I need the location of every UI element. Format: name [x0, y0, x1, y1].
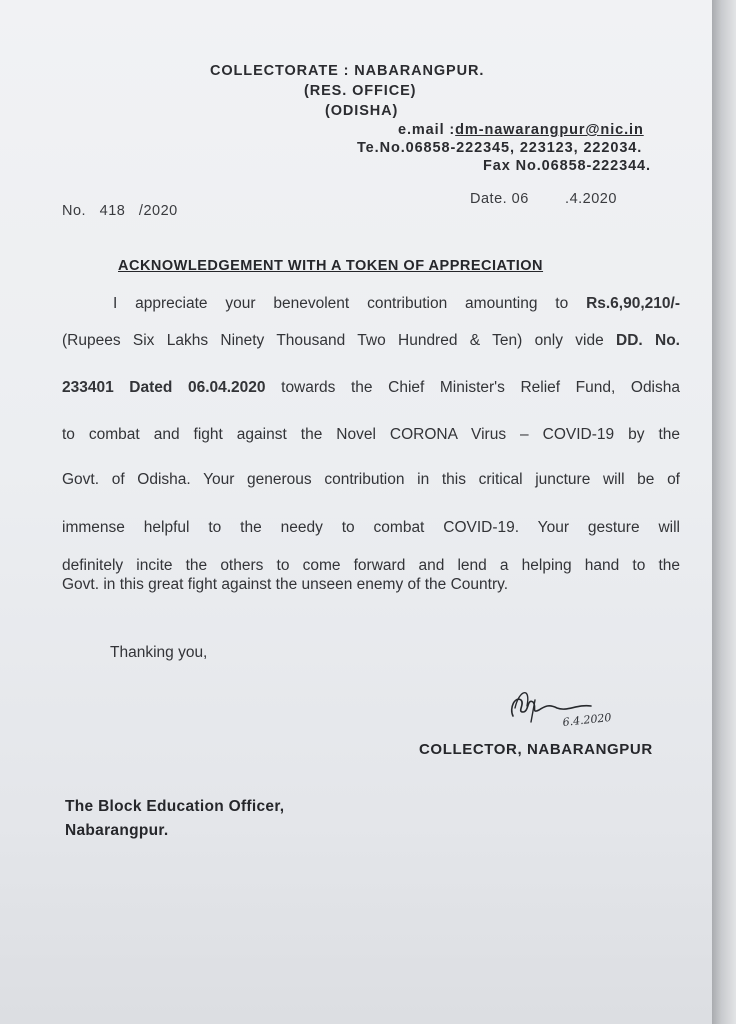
- closing-text: Thanking you,: [110, 644, 208, 661]
- body-line-1: [113, 295, 680, 313]
- body-line-3: [62, 379, 680, 397]
- letterhead-office: COLLECTORATE : NABARANGPUR.: [210, 63, 485, 79]
- body-line-4: to combat and fight against the Novel CORONA Virus – COVID-19 by the: [62, 426, 680, 443]
- letter-date: Date. 06 .4.2020: [470, 191, 617, 207]
- body-text: towards the Chief Minister's Relief Fund, Odisha: [265, 379, 680, 396]
- signature-image: [505, 682, 645, 730]
- letter-number: No. 418 /2020: [62, 203, 178, 219]
- dd-number-date: 233401 Dated 06.04.2020: [62, 379, 266, 396]
- letterhead-phone: Te.No.06858-222345, 223123, 222034.: [357, 140, 643, 156]
- body-line-6: immense helpful to the needy to combat COVID-19. Your gesture will: [62, 519, 680, 536]
- letterhead-state: (ODISHA): [325, 103, 399, 119]
- body-line-8: Govt. in this great fight against the unseen enemy of the Country.: [62, 576, 509, 593]
- body-text: I appreciate your benevolent contribution amounting to: [113, 295, 587, 312]
- letterhead-fax: Fax No.06858-222344.: [483, 158, 651, 174]
- dd-label: DD. No.: [616, 332, 680, 349]
- email-address[interactable]: dm-nawarangpur@nic.in: [455, 122, 644, 138]
- addressee-line-1: The Block Education Officer,: [65, 798, 285, 815]
- letterhead-section: (RES. OFFICE): [304, 83, 417, 99]
- letterhead-email-line: [398, 122, 644, 138]
- body-line-5: Govt. of Odisha. Your generous contribution in this critical juncture will be of: [62, 471, 680, 488]
- body-line-2: [62, 332, 680, 350]
- body-line-7: definitely incite the others to come forward and lend a helping hand to the: [62, 557, 680, 574]
- letter-heading: ACKNOWLEDGEMENT WITH A TOKEN OF APPRECIATION: [118, 258, 544, 274]
- signatory-designation: COLLECTOR, NABARANGPUR: [419, 741, 653, 758]
- body-text: (Rupees Six Lakhs Ninety Thousand Two Hundred & Ten) only vide: [62, 332, 617, 349]
- contribution-amount: Rs.6,90,210/-: [586, 295, 680, 312]
- handwritten-date: 6.4.2020: [561, 710, 613, 729]
- addressee-line-2: Nabarangpur.: [65, 822, 169, 839]
- page-edge-shadow: [712, 0, 736, 1024]
- email-label: e.mail :: [398, 122, 456, 138]
